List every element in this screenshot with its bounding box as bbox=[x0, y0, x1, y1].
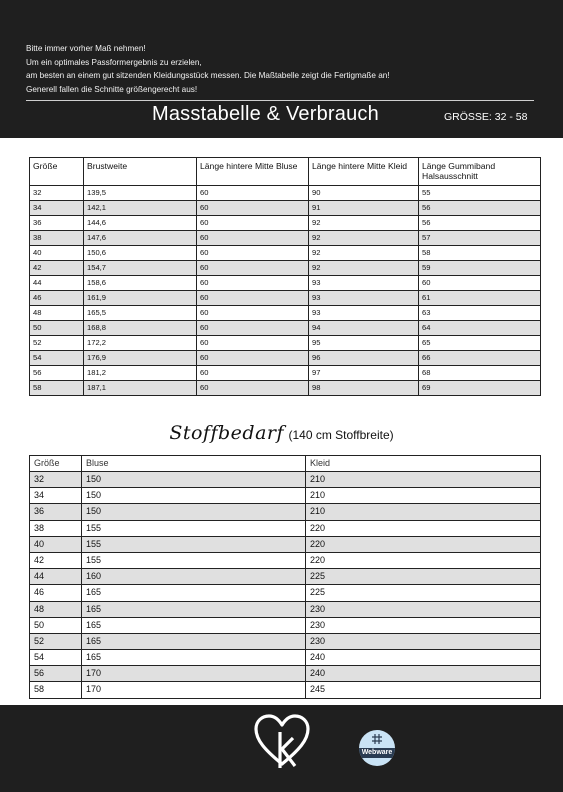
table-row bbox=[30, 201, 541, 216]
table-row bbox=[30, 351, 541, 366]
header-divider bbox=[26, 100, 534, 101]
col-header-elastic: Länge Gummiband Halsausschnitt bbox=[419, 158, 541, 186]
table-cell: 58 bbox=[30, 682, 82, 698]
table-cell: 225 bbox=[306, 569, 541, 585]
table-cell: 40 bbox=[30, 246, 84, 261]
table-header-row bbox=[30, 456, 541, 472]
table-cell: 161,9 bbox=[84, 291, 197, 306]
table-cell: 46 bbox=[30, 291, 84, 306]
table-row bbox=[30, 617, 541, 633]
table-cell: 98 bbox=[309, 381, 419, 396]
table-cell: 97 bbox=[309, 366, 419, 381]
table-cell: 210 bbox=[306, 472, 541, 488]
table-row bbox=[30, 246, 541, 261]
table-row bbox=[30, 472, 541, 488]
size-range-label: GRÖSSE: 32 - 58 bbox=[444, 111, 528, 123]
table-cell: 165 bbox=[82, 585, 306, 601]
table-row bbox=[30, 261, 541, 276]
table-cell: 220 bbox=[306, 552, 541, 568]
table-cell: 60 bbox=[197, 246, 309, 261]
table-cell: 170 bbox=[82, 682, 306, 698]
table-cell: 90 bbox=[309, 186, 419, 201]
table-cell: 150,6 bbox=[84, 246, 197, 261]
table-cell: 48 bbox=[30, 601, 82, 617]
table-cell: 65 bbox=[419, 336, 541, 351]
table-cell: 60 bbox=[197, 261, 309, 276]
table-cell: 55 bbox=[419, 186, 541, 201]
table-cell: 50 bbox=[30, 321, 84, 336]
table-cell: 240 bbox=[306, 666, 541, 682]
table-cell: 50 bbox=[30, 617, 82, 633]
table-cell: 58 bbox=[30, 381, 84, 396]
note-line: Um ein optimales Passformergebnis zu erzielen, bbox=[26, 57, 202, 67]
table-row bbox=[30, 585, 541, 601]
table-cell: 58 bbox=[419, 246, 541, 261]
table-cell: 93 bbox=[309, 291, 419, 306]
table-cell: 38 bbox=[30, 231, 84, 246]
table-cell: 48 bbox=[30, 306, 84, 321]
table-row bbox=[30, 216, 541, 231]
table-cell: 165,5 bbox=[84, 306, 197, 321]
table-cell: 52 bbox=[30, 633, 82, 649]
table-cell: 68 bbox=[419, 366, 541, 381]
table-cell: 150 bbox=[82, 488, 306, 504]
table-cell: 96 bbox=[309, 351, 419, 366]
table-cell: 60 bbox=[197, 291, 309, 306]
table-cell: 165 bbox=[82, 633, 306, 649]
table-cell: 150 bbox=[82, 472, 306, 488]
table-cell: 63 bbox=[419, 306, 541, 321]
table-cell: 60 bbox=[197, 381, 309, 396]
table-cell: 240 bbox=[306, 650, 541, 666]
table-cell: 32 bbox=[30, 186, 84, 201]
webware-label: Webware bbox=[359, 748, 395, 758]
table-cell: 44 bbox=[30, 569, 82, 585]
table-cell: 32 bbox=[30, 472, 82, 488]
fabric-subtitle: (140 cm Stoffbreite) bbox=[288, 428, 394, 442]
table-cell: 36 bbox=[30, 216, 84, 231]
table-cell: 40 bbox=[30, 536, 82, 552]
table-row bbox=[30, 186, 541, 201]
table-cell: 46 bbox=[30, 585, 82, 601]
table-cell: 150 bbox=[82, 504, 306, 520]
table-row bbox=[30, 504, 541, 520]
col-header-bust: Brustweite bbox=[84, 158, 197, 186]
col-header-size: Größe bbox=[30, 158, 84, 186]
table-cell: 59 bbox=[419, 261, 541, 276]
table-row bbox=[30, 536, 541, 552]
table-cell: 92 bbox=[309, 246, 419, 261]
table-cell: 60 bbox=[419, 276, 541, 291]
table-cell: 187,1 bbox=[84, 381, 197, 396]
heart-k-logo-icon bbox=[253, 712, 311, 768]
table-cell: 93 bbox=[309, 306, 419, 321]
table-cell: 92 bbox=[309, 231, 419, 246]
table-cell: 60 bbox=[197, 306, 309, 321]
table-header-row bbox=[30, 158, 541, 186]
table-row bbox=[30, 650, 541, 666]
table-cell: 54 bbox=[30, 650, 82, 666]
table-cell: 42 bbox=[30, 552, 82, 568]
table-cell: 56 bbox=[419, 201, 541, 216]
table-cell: 160 bbox=[82, 569, 306, 585]
table-row bbox=[30, 552, 541, 568]
header-band bbox=[0, 0, 563, 138]
table-cell: 210 bbox=[306, 488, 541, 504]
fabric-heading bbox=[0, 422, 563, 444]
col-header-size: Größe bbox=[30, 456, 82, 472]
table-cell: 56 bbox=[419, 216, 541, 231]
table-row bbox=[30, 488, 541, 504]
table-cell: 155 bbox=[82, 520, 306, 536]
table-row bbox=[30, 291, 541, 306]
table-cell: 220 bbox=[306, 536, 541, 552]
col-header-dress-length: Länge hintere Mitte Kleid bbox=[309, 158, 419, 186]
table-cell: 52 bbox=[30, 336, 84, 351]
table-cell: 142,1 bbox=[84, 201, 197, 216]
table-cell: 34 bbox=[30, 488, 82, 504]
table-cell: 93 bbox=[309, 276, 419, 291]
table-cell: 57 bbox=[419, 231, 541, 246]
table-cell: 155 bbox=[82, 552, 306, 568]
measurement-notes bbox=[26, 42, 536, 96]
table-cell: 165 bbox=[82, 601, 306, 617]
table-cell: 66 bbox=[419, 351, 541, 366]
table-cell: 36 bbox=[30, 504, 82, 520]
table-row bbox=[30, 306, 541, 321]
table-cell: 60 bbox=[197, 366, 309, 381]
table-cell: 220 bbox=[306, 520, 541, 536]
table-cell: 172,2 bbox=[84, 336, 197, 351]
fabric-title: Stoffbedarf bbox=[169, 422, 285, 444]
table-cell: 61 bbox=[419, 291, 541, 306]
fabric-table bbox=[29, 455, 541, 699]
grid-icon bbox=[372, 734, 382, 744]
table-cell: 69 bbox=[419, 381, 541, 396]
table-cell: 91 bbox=[309, 201, 419, 216]
table-cell: 94 bbox=[309, 321, 419, 336]
note-line: Bitte immer vorher Maß nehmen! bbox=[26, 44, 146, 53]
table-cell: 64 bbox=[419, 321, 541, 336]
table-cell: 144,6 bbox=[84, 216, 197, 231]
table-row bbox=[30, 231, 541, 246]
table-row bbox=[30, 520, 541, 536]
table-row bbox=[30, 381, 541, 396]
table-cell: 168,8 bbox=[84, 321, 197, 336]
measurement-table bbox=[29, 157, 541, 396]
table-cell: 170 bbox=[82, 666, 306, 682]
table-cell: 60 bbox=[197, 276, 309, 291]
table-cell: 181,2 bbox=[84, 366, 197, 381]
table-cell: 60 bbox=[197, 336, 309, 351]
col-header-blouse: Bluse bbox=[82, 456, 306, 472]
webware-badge bbox=[359, 730, 395, 766]
table-cell: 230 bbox=[306, 633, 541, 649]
table-cell: 38 bbox=[30, 520, 82, 536]
table-cell: 60 bbox=[197, 186, 309, 201]
table-row bbox=[30, 321, 541, 336]
table-cell: 230 bbox=[306, 617, 541, 633]
table-cell: 225 bbox=[306, 585, 541, 601]
table-cell: 210 bbox=[306, 504, 541, 520]
table-row bbox=[30, 569, 541, 585]
table-cell: 165 bbox=[82, 650, 306, 666]
table-cell: 34 bbox=[30, 201, 84, 216]
table-cell: 60 bbox=[197, 351, 309, 366]
table-cell: 42 bbox=[30, 261, 84, 276]
table-cell: 147,6 bbox=[84, 231, 197, 246]
table-row bbox=[30, 633, 541, 649]
table-cell: 92 bbox=[309, 261, 419, 276]
table-cell: 54 bbox=[30, 351, 84, 366]
table-cell: 60 bbox=[197, 231, 309, 246]
col-header-blouse-length: Länge hintere Mitte Bluse bbox=[197, 158, 309, 186]
table-cell: 230 bbox=[306, 601, 541, 617]
note-line: Generell fallen die Schnitte größengerecht aus! bbox=[26, 84, 198, 94]
table-cell: 154,7 bbox=[84, 261, 197, 276]
table-row bbox=[30, 366, 541, 381]
table-cell: 44 bbox=[30, 276, 84, 291]
table-row bbox=[30, 666, 541, 682]
table-row bbox=[30, 601, 541, 617]
note-line: am besten an einem gut sitzenden Kleidungsstück messen. Die Maßtabelle zeigt die Fertigmaße an! bbox=[26, 71, 390, 80]
table-cell: 60 bbox=[197, 216, 309, 231]
table-cell: 176,9 bbox=[84, 351, 197, 366]
table-cell: 60 bbox=[197, 321, 309, 336]
table-cell: 60 bbox=[197, 201, 309, 216]
table-cell: 92 bbox=[309, 216, 419, 231]
table-cell: 158,6 bbox=[84, 276, 197, 291]
table-cell: 245 bbox=[306, 682, 541, 698]
table-cell: 139,5 bbox=[84, 186, 197, 201]
table-cell: 95 bbox=[309, 336, 419, 351]
table-row bbox=[30, 682, 541, 698]
table-cell: 56 bbox=[30, 366, 84, 381]
table-cell: 165 bbox=[82, 617, 306, 633]
page-title: Masstabelle & Verbrauch bbox=[152, 103, 379, 125]
table-cell: 56 bbox=[30, 666, 82, 682]
table-cell: 155 bbox=[82, 536, 306, 552]
table-row bbox=[30, 336, 541, 351]
col-header-dress: Kleid bbox=[306, 456, 541, 472]
table-row bbox=[30, 276, 541, 291]
